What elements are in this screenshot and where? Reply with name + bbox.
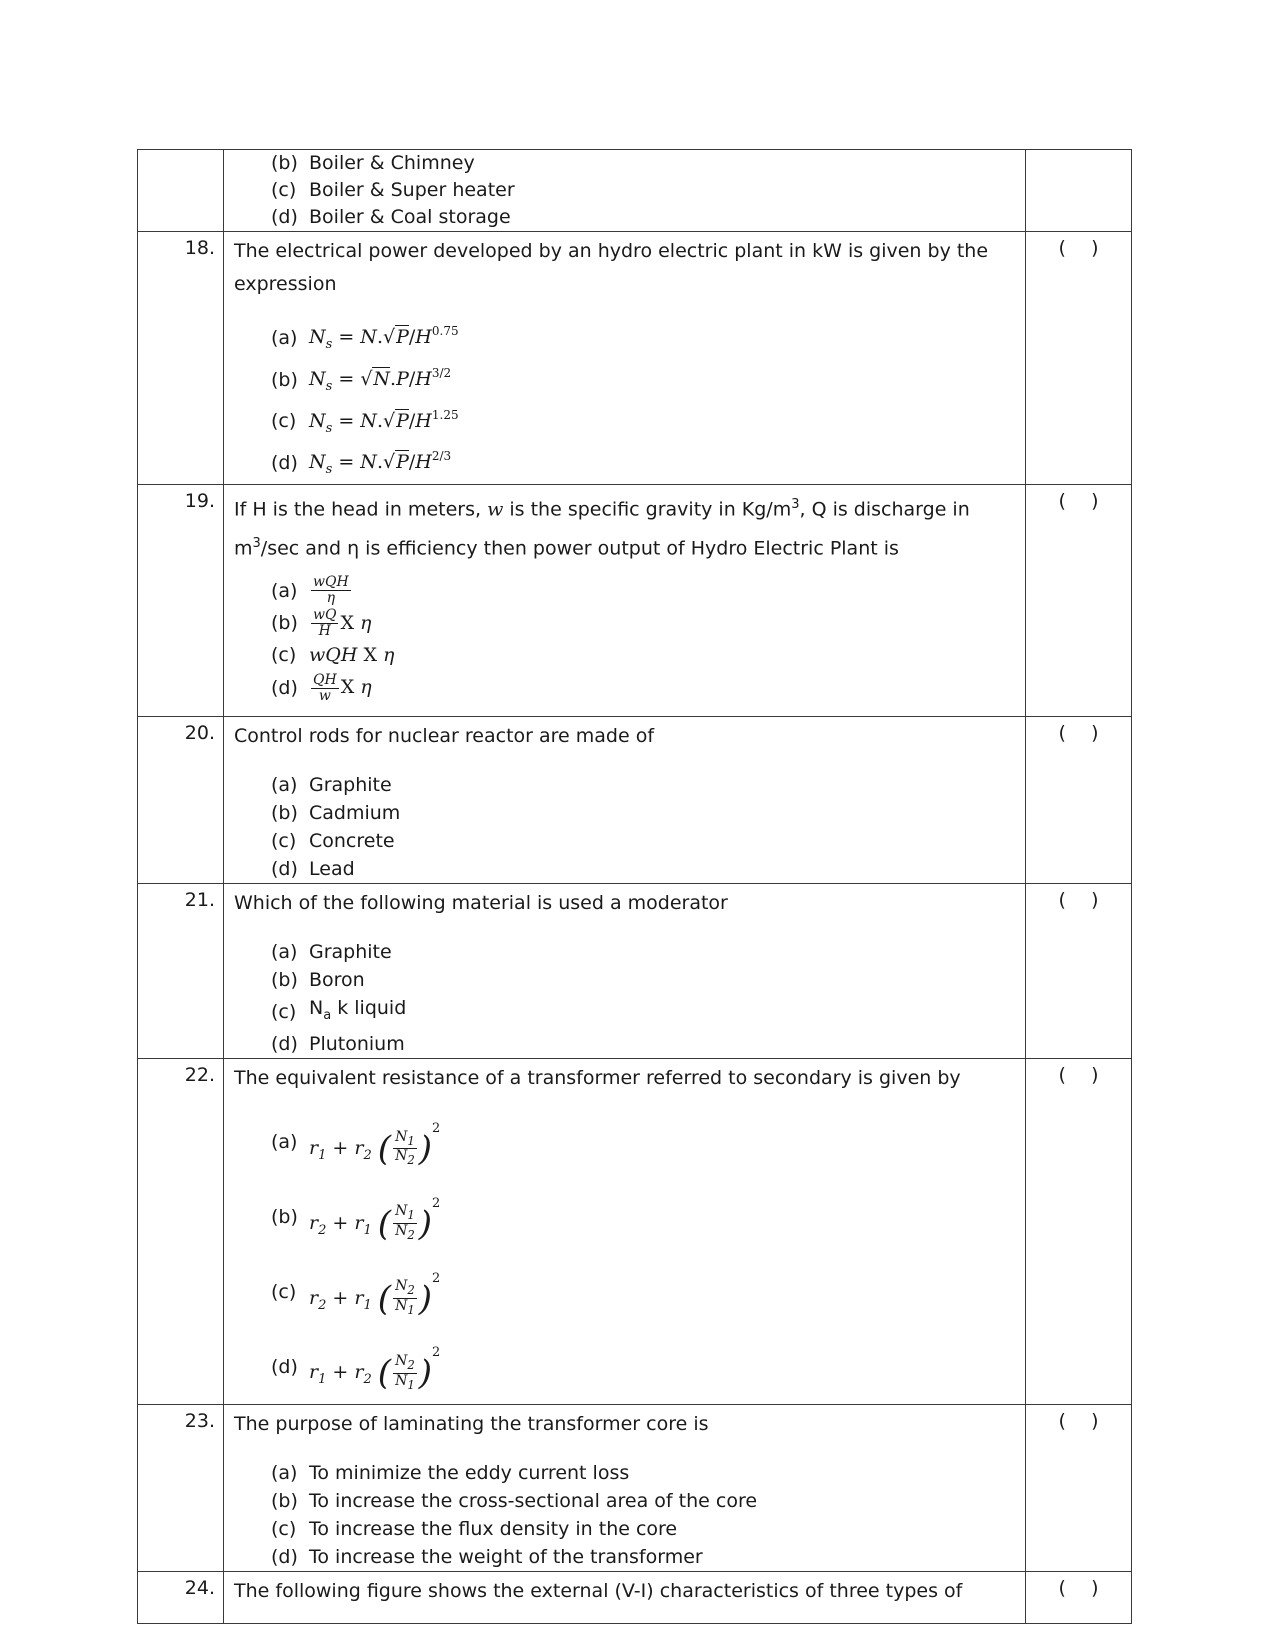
option-text: Lead — [309, 858, 355, 881]
symbol-eta: η — [347, 536, 360, 559]
question-text: Which of the following material is used a moderator — [234, 892, 728, 915]
option-c — [271, 639, 1015, 671]
option-text: Boiler & Chimney — [309, 152, 475, 174]
question-row-23 — [138, 1405, 1132, 1572]
option-a — [271, 575, 1015, 607]
question-number: 18. — [138, 232, 224, 485]
option-c — [271, 994, 1015, 1030]
question-text: If H is the head in meters, w is the specific gravity in $Kg/m^3$, Q is discharge in $m^3/\sec$ and η is efficiency then power output of Hydro Electric Plant is — [234, 497, 970, 559]
question-text: The purpose of laminating the transformer core is — [234, 1413, 709, 1436]
option-text: Graphite — [309, 941, 392, 964]
option-text: To increase the cross-sectional area of the core — [309, 1490, 758, 1513]
option-b — [271, 1180, 1015, 1255]
option-b — [271, 150, 1015, 177]
option-label: (b) — [271, 1206, 298, 1229]
option-label: (c) — [271, 1001, 297, 1024]
option-d — [271, 1543, 1015, 1571]
option-d — [271, 1329, 1015, 1404]
option-label: (d) — [271, 1032, 298, 1055]
text-part: m — [234, 536, 253, 559]
formula-a: $r_1 + r_2$ ( $\frac{N_1}{N_2}$ )$^2$ — [309, 1120, 441, 1169]
question-cell — [224, 884, 1026, 1059]
option-d — [271, 855, 1015, 883]
option-text: To increase the weight of the transformer — [309, 1546, 703, 1569]
option-label: (a) — [271, 774, 298, 797]
question-cell — [224, 485, 1026, 717]
answer-cell — [1026, 150, 1132, 232]
option-label: (d) — [271, 858, 298, 881]
formula-a: $N_s = N.√P/H^{0.75}$ — [309, 324, 459, 352]
option-d — [271, 671, 1015, 704]
option-label: (a) — [271, 941, 298, 964]
formula-d: $r_1 + r_2$ ( $\frac{N_2}{N_1}$ )$^2$ — [309, 1345, 441, 1394]
symbol-w: w — [487, 498, 504, 521]
question-cell — [224, 232, 1026, 485]
option-label: (a) — [271, 1462, 298, 1485]
option-text: Boron — [309, 969, 365, 992]
answer-cell[interactable] — [1026, 1058, 1132, 1404]
option-text: Boiler & Coal storage — [309, 206, 511, 228]
text-part: If H is the head in meters, — [234, 498, 482, 521]
option-text — [309, 994, 406, 1030]
formula-c: $r_2 + r_1$ ( $\frac{N_2}{N_1}$ )$^2$ — [309, 1270, 441, 1319]
option-c — [271, 827, 1015, 855]
option-b — [271, 799, 1015, 827]
question-row-22 — [138, 1058, 1132, 1404]
question-cell — [224, 150, 1026, 232]
formula-b: $\frac{wQ}{H}$ X η — [313, 607, 372, 640]
option-label: (a) — [271, 1131, 298, 1154]
option-a — [271, 1459, 1015, 1487]
option-label: (b) — [271, 152, 298, 174]
option-label: (a) — [271, 326, 298, 349]
option-label: (c) — [271, 1280, 297, 1303]
option-d — [271, 1030, 1015, 1058]
option-label: (c) — [271, 830, 297, 853]
option-label: (c) — [271, 644, 297, 667]
option-c — [271, 1255, 1015, 1330]
option-text: Cadmium — [309, 802, 401, 825]
answer-brackets: ( ) — [1058, 237, 1099, 259]
question-row-21 — [138, 884, 1132, 1059]
answer-brackets: ( ) — [1058, 889, 1099, 912]
option-label: (c) — [271, 1518, 297, 1541]
option-text: Plutonium — [309, 1032, 405, 1055]
option-a — [271, 317, 1015, 359]
option-label: (a) — [271, 579, 298, 602]
question-number: 20. — [138, 717, 224, 884]
option-a — [271, 1105, 1015, 1180]
question-text: The equivalent resistance of a transformer referred to secondary is given by — [234, 1066, 961, 1089]
option-b — [271, 966, 1015, 994]
text-part: /sec and — [260, 536, 342, 559]
formula-b: $N_s = √N.P/H^{3/2}$ — [309, 365, 452, 394]
question-row-19 — [138, 485, 1132, 717]
number-cell — [138, 150, 224, 232]
option-label: (b) — [271, 802, 298, 825]
answer-cell[interactable] — [1026, 485, 1132, 717]
question-row-18 — [138, 232, 1132, 485]
answer-brackets: ( ) — [1058, 1577, 1099, 1600]
answer-cell[interactable] — [1026, 1572, 1132, 1624]
question-table — [137, 149, 1132, 1624]
question-number: 23. — [138, 1405, 224, 1572]
question-cell — [224, 1058, 1026, 1404]
answer-brackets: ( ) — [1058, 490, 1099, 513]
option-text-main: N — [309, 997, 324, 1020]
question-number: 22. — [138, 1058, 224, 1404]
option-b — [271, 607, 1015, 640]
question-cell — [224, 1572, 1026, 1624]
answer-brackets: ( ) — [1058, 722, 1099, 745]
option-c — [271, 177, 1015, 204]
option-text: Boiler & Super heater — [309, 179, 515, 201]
text-part: is the specific gravity in Kg/m — [509, 498, 792, 521]
option-text: Graphite — [309, 774, 392, 797]
option-c — [271, 401, 1015, 443]
question-row-24 — [138, 1572, 1132, 1624]
option-label: (d) — [271, 676, 298, 699]
question-number: 19. — [138, 485, 224, 717]
formula-d: $\frac{QH}{w}$ X η — [313, 671, 372, 704]
question-row-17-cont — [138, 150, 1132, 232]
text-part: is efficiency then power output of Hydro Electric Plant is — [365, 536, 899, 559]
answer-cell[interactable] — [1026, 232, 1132, 485]
option-label: (d) — [271, 206, 298, 228]
question-text: Control rods for nuclear reactor are made of — [234, 725, 655, 748]
option-label: (b) — [271, 368, 298, 391]
option-text: To increase the flux density in the core — [309, 1518, 678, 1541]
option-label: (c) — [271, 179, 297, 201]
answer-cell[interactable] — [1026, 884, 1132, 1059]
answer-cell[interactable] — [1026, 717, 1132, 884]
subscript: a — [323, 1007, 332, 1023]
option-label: (b) — [271, 969, 298, 992]
option-d — [271, 204, 1015, 231]
option-b — [271, 359, 1015, 401]
question-text: The following figure shows the external (V-I) characteristics of three types of — [234, 1580, 963, 1603]
option-d — [271, 442, 1015, 484]
option-a — [271, 938, 1015, 966]
question-cell — [224, 717, 1026, 884]
question-cell — [224, 1405, 1026, 1572]
option-a — [271, 771, 1015, 799]
formula-c: $N_s = N.√P/H^{1.25}$ — [309, 407, 459, 436]
option-label: (b) — [271, 612, 298, 635]
option-text-rest: k liquid — [331, 997, 407, 1020]
option-text: To minimize the eddy current loss — [309, 1462, 630, 1485]
option-label: (d) — [271, 1355, 298, 1378]
answer-cell[interactable] — [1026, 1405, 1132, 1572]
option-text: Concrete — [309, 830, 395, 853]
formula-a: $\frac{\text{wQH}}{\eta}$ — [313, 574, 349, 607]
option-label: (c) — [271, 410, 297, 433]
question-number: 21. — [138, 884, 224, 1059]
option-label: (d) — [271, 1546, 298, 1569]
question-row-20 — [138, 717, 1132, 884]
question-number: 24. — [138, 1572, 224, 1624]
formula-b: $r_2 + r_1$ ( $\frac{N_1}{N_2}$ )$^2$ — [309, 1195, 441, 1244]
text-part: , Q is discharge in — [799, 498, 970, 521]
question-text: The electrical power developed by an hydro electric plant in kW is given by the expression — [234, 240, 989, 295]
option-label: (b) — [271, 1490, 298, 1513]
formula-c: wQH X η — [309, 644, 395, 667]
answer-brackets: ( ) — [1058, 1410, 1099, 1433]
answer-brackets: ( ) — [1058, 1063, 1099, 1086]
option-c — [271, 1515, 1015, 1543]
formula-d: $N_s = N.√P/H^{2/3}$ — [309, 449, 452, 478]
option-b — [271, 1487, 1015, 1515]
option-label: (d) — [271, 452, 298, 475]
